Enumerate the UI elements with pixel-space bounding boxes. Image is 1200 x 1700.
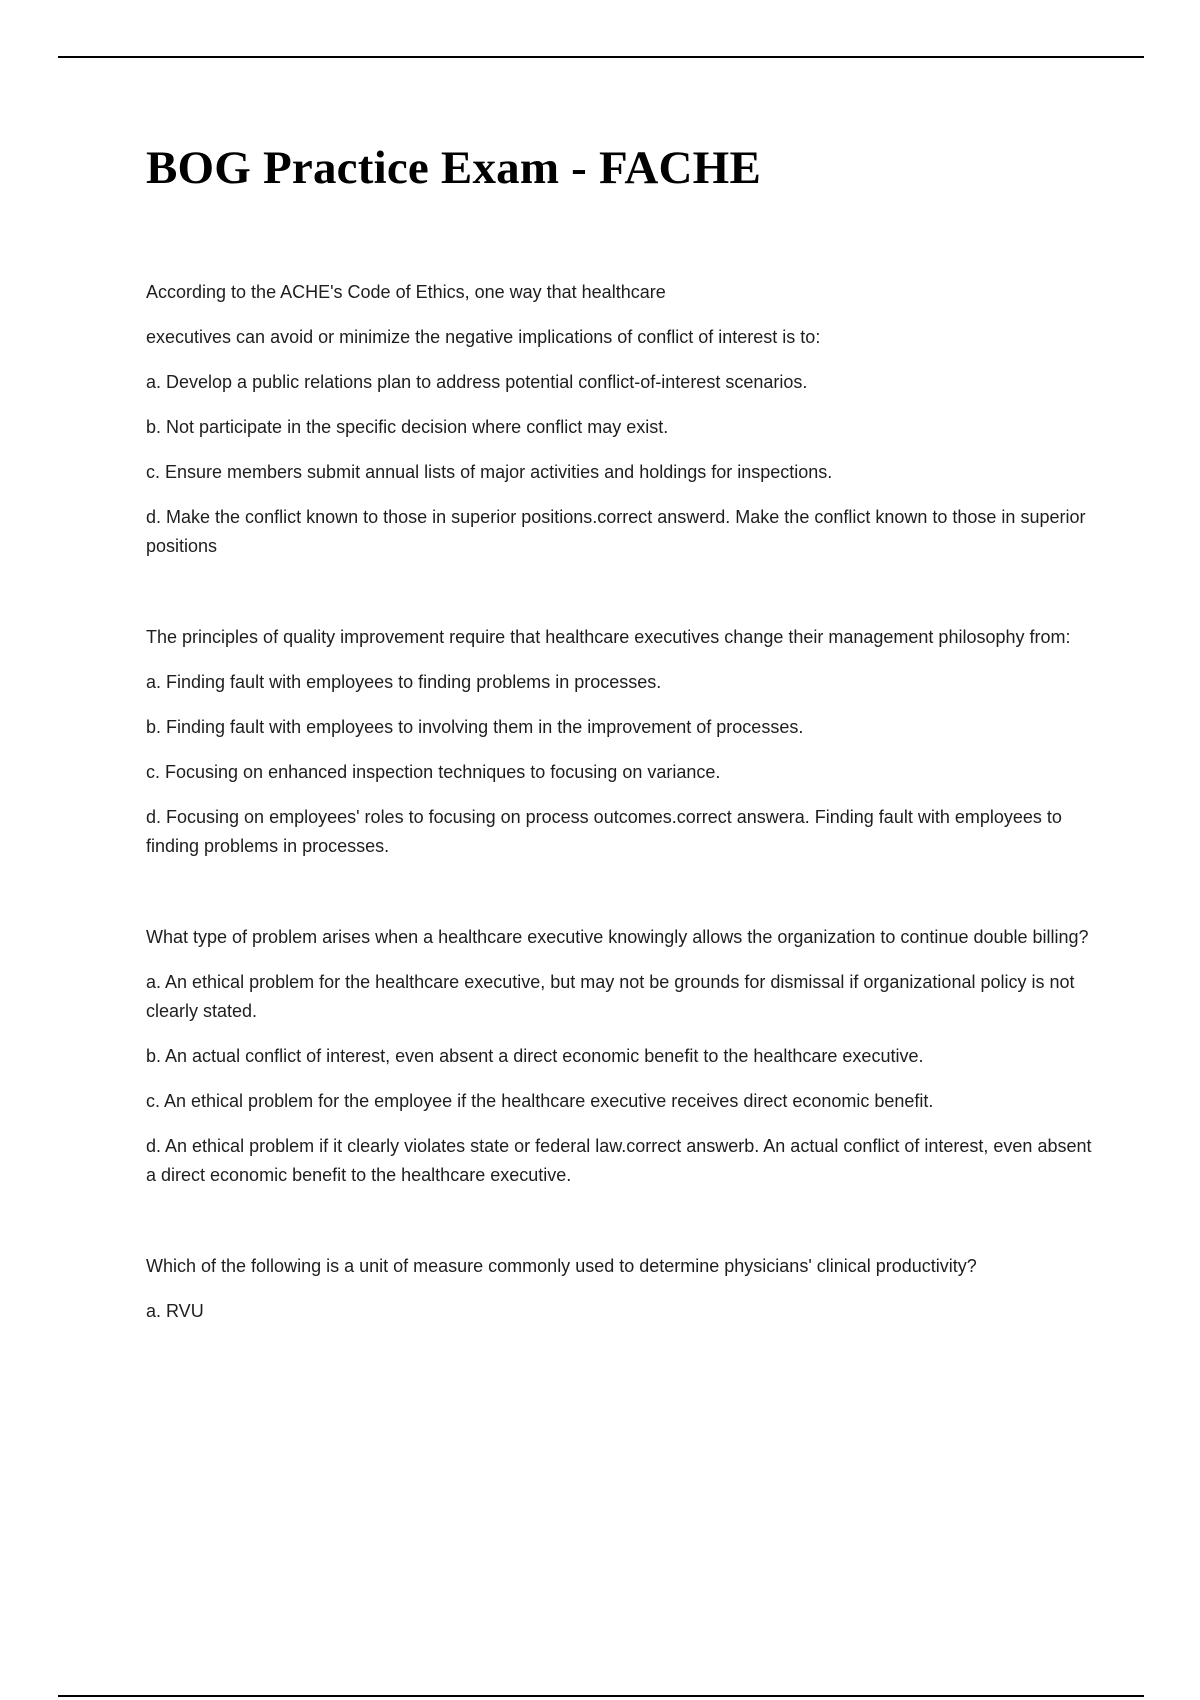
answer-option-c: c. An ethical problem for the employee if the healthcare executive receives direct economic benefit. xyxy=(146,1091,934,1112)
bottom-rule xyxy=(58,1695,1144,1697)
answer-option-b: b. An actual conflict of interest, even absent a direct economic benefit to the healthcare executive. xyxy=(146,1046,924,1067)
answer-option-d: d. Make the conflict known to those in superior positions.correct answerd. Make the conflict known to those in superior positions xyxy=(146,507,1086,557)
question-stem: What type of problem arises when a healthcare executive knowingly allows the organization to continue double billing? xyxy=(146,927,1089,948)
document-body xyxy=(146,140,1096,1388)
answer-option-d: d. Focusing on employees' roles to focusing on process outcomes.correct answera. Finding fault with employees to finding problems in processes. xyxy=(146,807,1062,857)
question-block xyxy=(146,923,1096,1190)
question-block xyxy=(146,623,1096,861)
document-title: BOG Practice Exam - FACHE xyxy=(146,142,761,194)
answer-option-a: a. Develop a public relations plan to address potential conflict-of-interest scenarios. xyxy=(146,372,808,393)
question-stem: The principles of quality improvement require that healthcare executives change their management philosophy from: xyxy=(146,627,1071,648)
answer-option-d: d. An ethical problem if it clearly violates state or federal law.correct answerb. An actual conflict of interest, even absent a direct economic benefit to the healthcare executive. xyxy=(146,1136,1092,1186)
question-stem: According to the ACHE's Code of Ethics, one way that healthcare xyxy=(146,282,666,303)
question-list xyxy=(146,278,1096,1326)
question-block xyxy=(146,278,1096,561)
answer-option-c: c. Ensure members submit annual lists of major activities and holdings for inspections. xyxy=(146,462,833,483)
question-block xyxy=(146,1252,1096,1326)
answer-option-b: b. Not participate in the specific decision where conflict may exist. xyxy=(146,417,669,438)
answer-option-a: a. RVU xyxy=(146,1301,204,1322)
top-rule xyxy=(58,56,1144,58)
question-stem: executives can avoid or minimize the negative implications of conflict of interest is to: xyxy=(146,327,821,348)
answer-option-c: c. Focusing on enhanced inspection techniques to focusing on variance. xyxy=(146,762,721,783)
question-stem: Which of the following is a unit of measure commonly used to determine physicians' clinical productivity? xyxy=(146,1256,977,1277)
answer-option-b: b. Finding fault with employees to involving them in the improvement of processes. xyxy=(146,717,804,738)
answer-option-a: a. An ethical problem for the healthcare executive, but may not be grounds for dismissal if organizational policy is not clearly stated. xyxy=(146,972,1075,1022)
answer-option-a: a. Finding fault with employees to finding problems in processes. xyxy=(146,672,662,693)
